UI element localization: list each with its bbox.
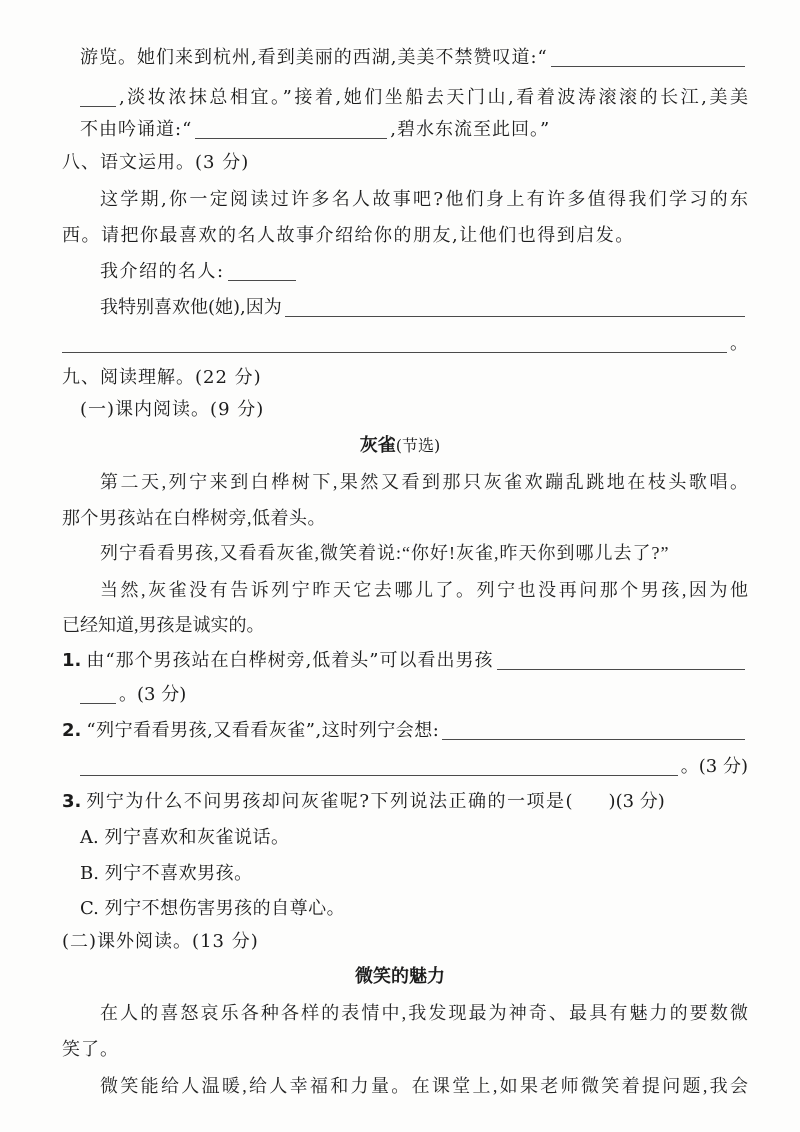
option-a-text: 列宁喜欢和灰雀说话。 — [104, 827, 290, 848]
section-8-heading: 八、语文运用。(3 分) — [62, 152, 250, 173]
reason-end-mark: 。 — [730, 333, 748, 354]
passage-1-title-note: (节选) — [395, 436, 441, 455]
question-3-row — [62, 787, 748, 817]
reason-row-2 — [62, 329, 748, 359]
intro-line-2 — [80, 83, 748, 113]
question-2-row-2 — [80, 752, 748, 782]
question-2-number: 2. — [62, 720, 82, 741]
passage-2-line-1: 在人的喜怒哀乐各种各样的表情中,我发现最为神奇、最具有魅力的要数微 — [100, 1003, 748, 1023]
option-b-text: 列宁不喜欢男孩。 — [104, 863, 253, 884]
intro-text-3-end: ,碧水东流至此回。” — [390, 119, 551, 140]
intro-text-1: 游览。她们来到杭州,看到美丽的西湖,美美不禁赞叹道:“ — [80, 47, 548, 68]
question-3-number: 3. — [62, 791, 82, 812]
question-1-score: 。(3 分) — [119, 684, 187, 705]
question-2-text: “列宁看看男孩,又看看灰雀”,这时列宁会想: — [86, 720, 440, 741]
passage-1-title: 灰雀 — [359, 435, 396, 456]
question-3-option-b — [80, 859, 253, 889]
question-2-row — [62, 716, 748, 746]
famous-person-row — [100, 257, 320, 287]
passage-2-title: 微笑的魅力 — [355, 966, 445, 987]
reason-label: 我特别喜欢他(她),因为 — [100, 297, 282, 318]
intro-text-3-start: 不由吟诵道:“ — [80, 119, 193, 140]
section-8-prompt-line-2: 西。请把你最喜欢的名人故事介绍给你的朋友,让他们也得到启发。 — [62, 225, 635, 246]
question-3-answer-bracket: ( ) — [565, 791, 616, 812]
option-a-letter: A. — [80, 827, 99, 848]
answer-blank-poem-line-1 — [551, 43, 745, 67]
section-8-prompt-line-1: 这学期,你一定阅读过许多名人故事吧?他们身上有许多值得我们学习的东 — [100, 189, 748, 210]
passage-1-line-4: 当然,灰雀没有告诉列宁昨天它去哪儿了。列宁也没再问那个男孩,因为他 — [100, 580, 748, 600]
passage-2-title-row — [0, 962, 800, 992]
question-2-answer-blank-2 — [80, 752, 678, 776]
question-1-row — [62, 646, 748, 676]
option-c-letter: C. — [80, 898, 99, 919]
passage-1-line-5: 已经知道,男孩是诚实的。 — [62, 615, 265, 635]
answer-blank-poem-line-1-end — [80, 83, 116, 107]
passage-2-line-3: 微笑能给人温暖,给人幸福和力量。在课堂上,如果老师微笑着提问题,我会 — [100, 1076, 748, 1096]
question-3-score: (3 分) — [615, 791, 665, 812]
section-9-heading: 九、阅读理解。(22 分) — [62, 367, 262, 388]
famous-person-label: 我介绍的名人: — [100, 261, 225, 282]
passage-1-line-1: 第二天,列宁来到白桦树下,果然又看到那只灰雀欢蹦乱跳地在枝头歌唱。 — [100, 472, 748, 492]
reason-row — [100, 293, 748, 323]
part-2-heading: (二)课外阅读。(13 分) — [62, 931, 259, 952]
passage-1-line-3: 列宁看看男孩,又看看灰雀,微笑着说:“你好!灰雀,昨天你到哪儿去了?” — [100, 543, 670, 563]
intro-line-3 — [80, 115, 600, 145]
intro-line-1 — [80, 43, 748, 73]
question-3-text: 列宁为什么不问男孩却问灰雀呢?下列说法正确的一项是 — [86, 791, 566, 812]
option-c-text: 列宁不想伤害男孩的自尊心。 — [104, 898, 346, 919]
question-1-row-2 — [80, 680, 280, 710]
passage-2-line-2: 笑了。 — [62, 1039, 119, 1059]
part-1-heading: (一)课内阅读。(9 分) — [80, 399, 265, 420]
famous-person-blank — [228, 257, 296, 281]
question-1-answer-blank-1 — [497, 646, 746, 670]
question-3-option-a — [80, 823, 289, 853]
answer-blank-poem-line-2 — [195, 115, 387, 139]
question-1-number: 1. — [62, 650, 82, 671]
reason-blank-2 — [62, 329, 727, 353]
question-3-option-c — [80, 894, 345, 924]
question-2-answer-blank-1 — [442, 716, 745, 740]
question-1-text: 由“那个男孩站在白桦树旁,低着头”可以看出男孩 — [86, 650, 494, 671]
passage-1-line-2: 那个男孩站在白桦树旁,低着头。 — [62, 508, 326, 528]
option-b-letter: B. — [80, 863, 99, 884]
question-2-score: 。(3 分) — [680, 756, 748, 777]
question-1-answer-blank-2 — [80, 680, 116, 704]
passage-1-title-row — [0, 431, 800, 461]
reason-blank-1 — [285, 293, 745, 317]
intro-text-2: ,淡妆浓抹总相宜。”接着,她们坐船去天门山,看着波涛滚滚的长江,美美 — [119, 87, 748, 108]
